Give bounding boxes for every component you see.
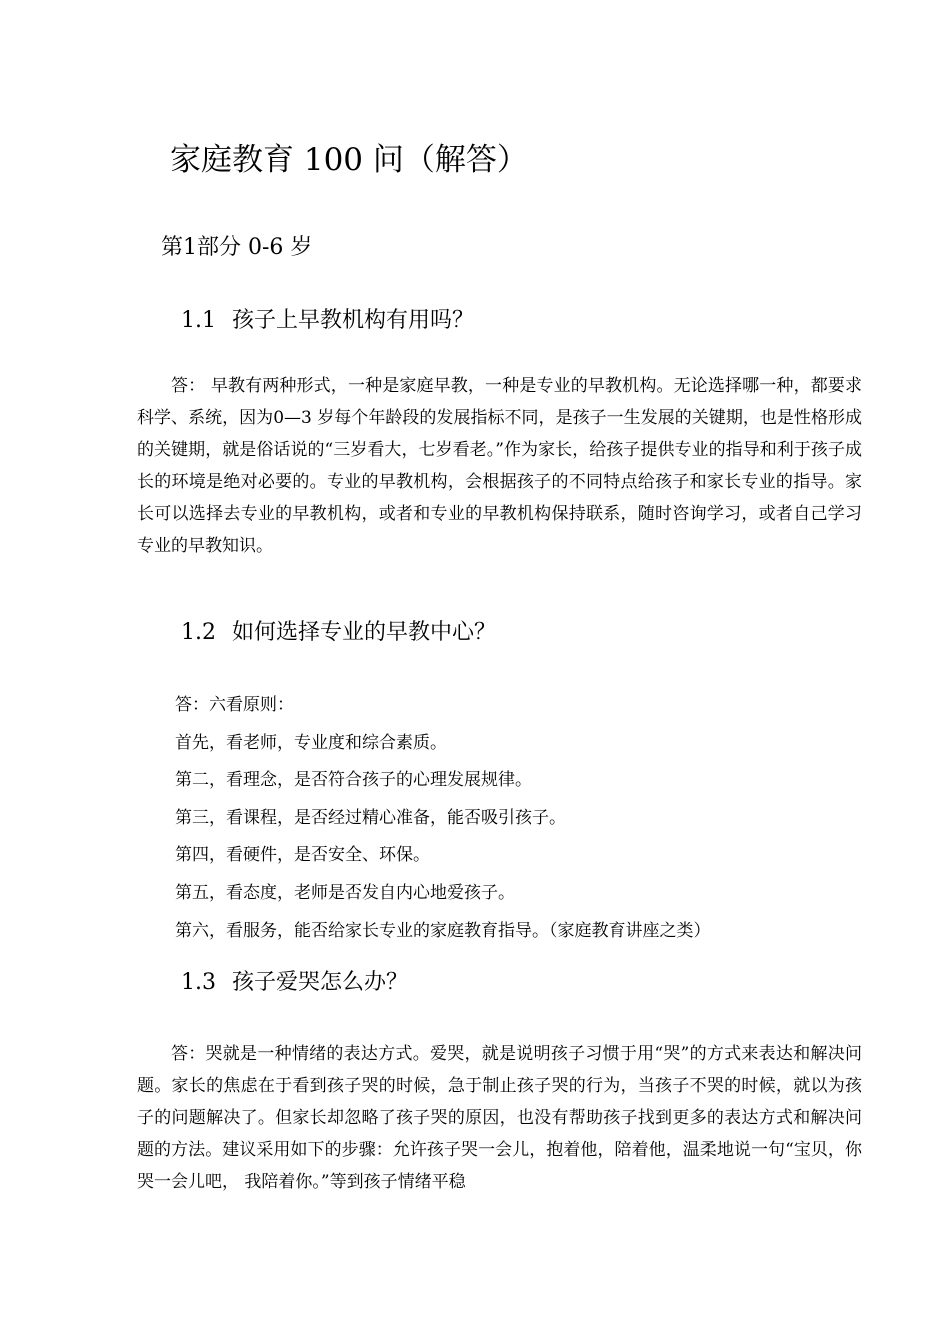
answer-line: 答：六看原则： — [175, 695, 294, 715]
question-text: 孩子爱哭怎么办？ — [232, 970, 409, 995]
question-number: 1.3 — [181, 970, 216, 995]
question-number: 1.2 — [181, 620, 216, 645]
answer-line: 首先，看老师，专业度和综合素质。 — [175, 732, 447, 753]
answer-line: 第六，看服务，能否给家长专业的家庭教育指导。（家庭教育讲座之类） — [175, 920, 711, 941]
question-heading-1-1 — [181, 305, 474, 337]
answer-paragraph-1-1: 答： 早教有两种形式，一种是家庭早教，一种是专业的早教机构。无论选择哪一种，都要求科学、系统，因为0—3 岁每个年龄段的发展指标不同，是孩子一生发展的关键期，也是性格形成的关键期，就是俗话说的“三岁看大，七岁看老。”作为家长，给孩子提供专业的指导和利于孩子成长的环境是绝对必要的。专业的早教机构，会根据孩子的不同特点给孩子和家长专业的指导。家长可以选择去专业的早教机构，或者和专业的早教机构保持联系，随时咨询学习，或者自己学习专业的早教知识。 — [137, 376, 862, 556]
answer-line: 第三，看课程，是否经过精心准备，能否吸引孩子。 — [175, 807, 566, 828]
answer-line: 第五，看态度，老师是否发自内心地爱孩子。 — [175, 882, 515, 903]
question-heading-1-3 — [181, 967, 408, 999]
question-number: 1.1 — [181, 308, 216, 333]
question-text: 孩子上早教机构有用吗？ — [232, 308, 475, 333]
answer-list-1-2 — [175, 687, 711, 950]
part-title: 第1部分 0-6 岁 — [161, 235, 313, 260]
question-heading-1-2 — [181, 617, 496, 649]
answer-line: 第四，看硬件，是否安全、环保。 — [175, 845, 430, 866]
answer-paragraph-1-3: 答：哭就是一种情绪的表达方式。爱哭，就是说明孩子习惯于用“哭”的方式来表达和解决问题。家长的焦虑在于看到孩子哭的时候，急于制止孩子哭的行为，当孩子不哭的时候，就以为孩子的问题解决了。但家长却忽略了孩子哭的原因，也没有帮助孩子找到更多的表达方式和解决问题的方法。建议采用如下的步骤：允许孩子哭一会儿，抱着他，陪着他，温柔地说一句“宝贝，你哭一会儿吧， 我陪着你。”等到孩子情绪平稳 — [137, 1044, 862, 1192]
answer-line: 第二，看理念，是否符合孩子的心理发展规律。 — [175, 770, 532, 791]
question-text: 如何选择专业的早教中心？ — [232, 620, 497, 645]
document-title: 家庭教育 100 问（解答） — [170, 142, 528, 178]
